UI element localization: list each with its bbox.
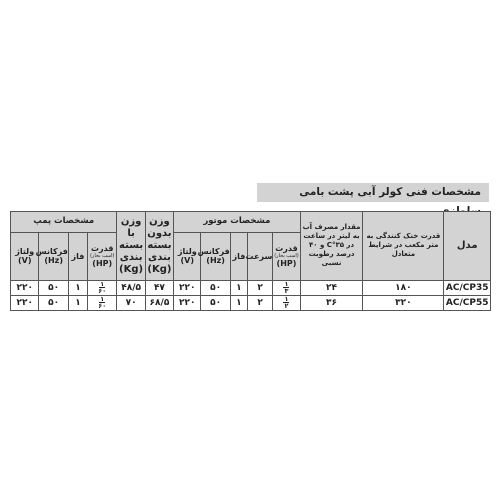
water-cell: ۳۶ <box>300 295 363 310</box>
pump-phase-cell: ۱ <box>68 280 87 295</box>
weight-unpacked-cell: ۶۸/۵ <box>145 295 173 310</box>
header-weight-unpacked: وزن بدون بسته بندی (Kg) <box>145 212 173 281</box>
motor-phase-cell: ۱ <box>230 280 247 295</box>
motor-frequency-cell: ۵۰ <box>201 295 230 310</box>
motor-frequency-cell: ۵۰ <box>201 280 230 295</box>
header-motor-group: مشخصات موتور <box>174 212 301 233</box>
motor-speed-cell: ۲ <box>248 295 273 310</box>
header-motor-frequency: فرکانس (Hz) <box>201 233 230 280</box>
header-pump-frequency: فرکانس (Hz) <box>39 233 68 280</box>
spec-table <box>10 211 491 311</box>
weight-packed-cell: ۷۰ <box>117 295 145 310</box>
pump-phase-cell: ۱ <box>68 295 87 310</box>
table-row <box>11 295 491 310</box>
motor-voltage-cell: ۲۲۰ <box>174 295 201 310</box>
pump-power-cell: $\frac{۱}{۶۰}$ <box>88 295 117 310</box>
water-cell: ۲۴ <box>300 280 363 295</box>
header-motor-phase: فاز <box>230 233 247 280</box>
motor-phase-cell: ۱ <box>230 295 247 310</box>
spec-title: مشخصات فنی کولر آبی پشت بامی <box>257 183 489 202</box>
header-motor-voltage: ولتاژ (V) <box>174 233 201 280</box>
weight-unpacked-cell: ۴۷ <box>145 280 173 295</box>
cooling-cell: ۱۸۰ <box>363 280 444 295</box>
pump-voltage-cell: ۲۲۰ <box>11 295 39 310</box>
pump-voltage-cell: ۲۲۰ <box>11 280 39 295</box>
header-cooling-capacity: قدرت خنک کنندگی به متر مکعب در شرایط متعادل <box>363 212 444 281</box>
pump-frequency-cell: ۵۰ <box>39 280 68 295</box>
header-motor-power: قدرت (اسب بخار) (HP) <box>273 233 300 280</box>
cooling-cell: ۳۲۰ <box>363 295 444 310</box>
header-pump-phase: فاز <box>68 233 87 280</box>
pump-power-cell: $\frac{۱}{۶۰}$ <box>88 280 117 295</box>
motor-power-cell: $\frac{۱}{۳}$ <box>273 280 300 295</box>
weight-packed-cell: ۴۸/۵ <box>117 280 145 295</box>
motor-voltage-cell: ۲۲۰ <box>174 280 201 295</box>
model-cell: AC/CP35 <box>444 280 491 295</box>
header-model: مدل <box>444 212 491 281</box>
header-pump-group: مشخصات پمپ <box>11 212 117 233</box>
header-pump-voltage: ولتاژ (V) <box>11 233 39 280</box>
motor-speed-cell: ۲ <box>248 280 273 295</box>
motor-power-cell: $\frac{۱}{۲}$ <box>273 295 300 310</box>
table-row <box>11 280 491 295</box>
header-motor-speed: سرعت <box>248 233 273 280</box>
header-pump-power: قدرت (اسب بخار) (HP) <box>88 233 117 280</box>
header-water-consumption: مقدار مصرف آب به لیتر در ساعت در ۳۵°C و ۴۰ درصد رطوبت نسبی <box>300 212 363 281</box>
header-weight-packed: وزن با بسته بندی (Kg) <box>117 212 145 281</box>
pump-frequency-cell: ۵۰ <box>39 295 68 310</box>
model-cell: AC/CP55 <box>444 295 491 310</box>
